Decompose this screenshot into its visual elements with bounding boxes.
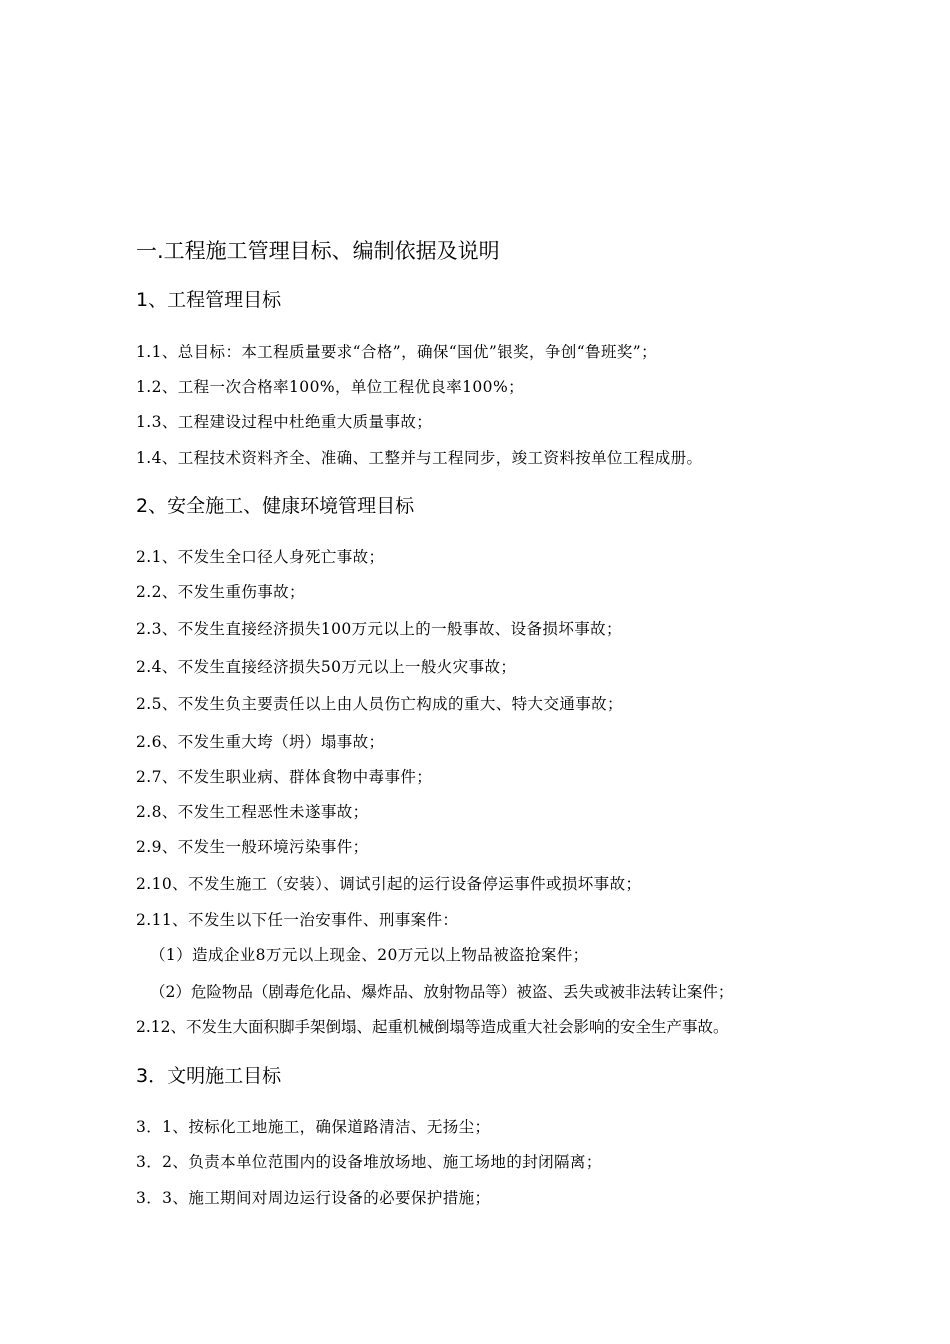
list-item: 3．2、负责本单位范围内的设备堆放场地、施工场地的封闭隔离； <box>136 1153 602 1171</box>
list-item: 2.8、不发生工程恶性未遂事故； <box>136 803 369 821</box>
list-item: 3．3、施工期间对周边运行设备的必要保护措施； <box>136 1189 491 1207</box>
list-item: 1.3、工程建设过程中杜绝重大质量事故； <box>136 413 433 431</box>
section-heading-civilized-construction: 3．文明施工目标 <box>136 1065 282 1087</box>
list-item: 2.9、不发生一般环境污染事件； <box>136 838 369 856</box>
list-item: 1.4、工程技术资料齐全、准确、工整并与工程同步，竣工资料按单位工程成册。 <box>136 449 703 467</box>
list-item: 2.7、不发生职业病、群体食物中毒事件； <box>136 768 433 786</box>
list-item: 2.11、不发生以下任一治安事件、刑事案件： <box>136 911 459 929</box>
list-item: 2.2、不发生重伤事故； <box>136 583 305 601</box>
list-item: 2.10、不发生施工（安装）、调试引起的运行设备停运事件或损坏事故； <box>136 875 642 893</box>
list-item: 2.4、不发生直接经济损失50万元以上一般火灾事故； <box>136 658 517 676</box>
list-subitem: （2）危险物品（剧毒危化品、爆炸品、放射物品等）被盗、丢失或被非法转让案件； <box>150 983 734 1001</box>
list-item: 2.12、不发生大面积脚手架倒塌、起重机械倒塌等造成重大社会影响的安全生产事故。 <box>136 1018 729 1036</box>
list-item: 1.2、工程一次合格率100%，单位工程优良率100%； <box>136 378 524 396</box>
chapter-title: 一.工程施工管理目标、编制依据及说明 <box>136 239 500 263</box>
list-item: 2.3、不发生直接经济损失100万元以上的一般事故、设备损坏事故； <box>136 620 622 638</box>
list-subitem: （1）造成企业8万元以上现金、20万元以上物品被盗抢案件； <box>150 946 589 964</box>
list-item: 3．1、按标化工地施工，确保道路清洁、无扬尘； <box>136 1118 491 1136</box>
list-item: 2.6、不发生重大垮（坍）塌事故； <box>136 733 385 751</box>
list-item: 2.1、不发生全口径人身死亡事故； <box>136 548 385 566</box>
list-item: 2.5、不发生负主要责任以上由人员伤亡构成的重大、特大交通事故； <box>136 695 623 713</box>
list-item: 1.1、总目标：本工程质量要求“合格”，确保“国优”银奖，争创“鲁班奖”； <box>136 343 657 361</box>
section-heading-safety-goals: 2、安全施工、健康环境管理目标 <box>136 495 415 517</box>
section-heading-management-goals: 1、工程管理目标 <box>136 289 282 311</box>
